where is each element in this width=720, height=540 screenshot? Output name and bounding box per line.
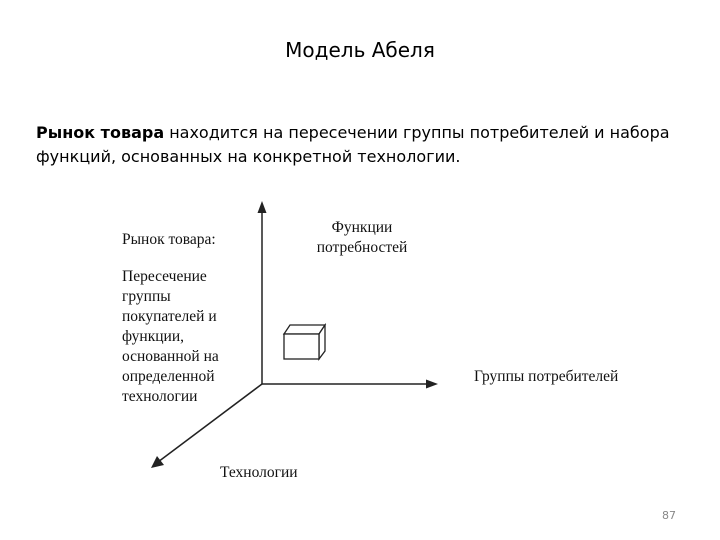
market-cube [284, 325, 325, 359]
definition-line: функции, [122, 328, 184, 345]
market-label: Рынок товара: [122, 231, 216, 248]
definition-line: Пересечение [122, 268, 207, 285]
definition-line: определенной [122, 368, 215, 385]
definition-line: технологии [122, 388, 198, 405]
body-text-rest: находится на пересечении группы потребителей и набора функций, основанных на конкретной технологии. [36, 123, 670, 166]
market-term: Рынок товара [36, 123, 165, 142]
definition-line: группы [122, 288, 171, 305]
page-number: 87 [662, 509, 676, 522]
groups-axis-arrow [426, 380, 438, 389]
technology-axis-label: Технологии [220, 464, 298, 481]
functions-axis-label [302, 218, 422, 258]
definition-line: покупателей и [122, 308, 217, 325]
slide-title: Модель Абеля [285, 38, 435, 62]
technology-axis-arrow [151, 456, 164, 468]
definition-line: основанной на [122, 348, 219, 365]
functions-label-line: Функции [331, 219, 393, 236]
groups-axis-label: Группы потребителей [474, 368, 619, 385]
functions-label-line: потребностей [316, 239, 408, 256]
market-definition [122, 267, 248, 407]
functions-axis-arrow [258, 201, 267, 213]
